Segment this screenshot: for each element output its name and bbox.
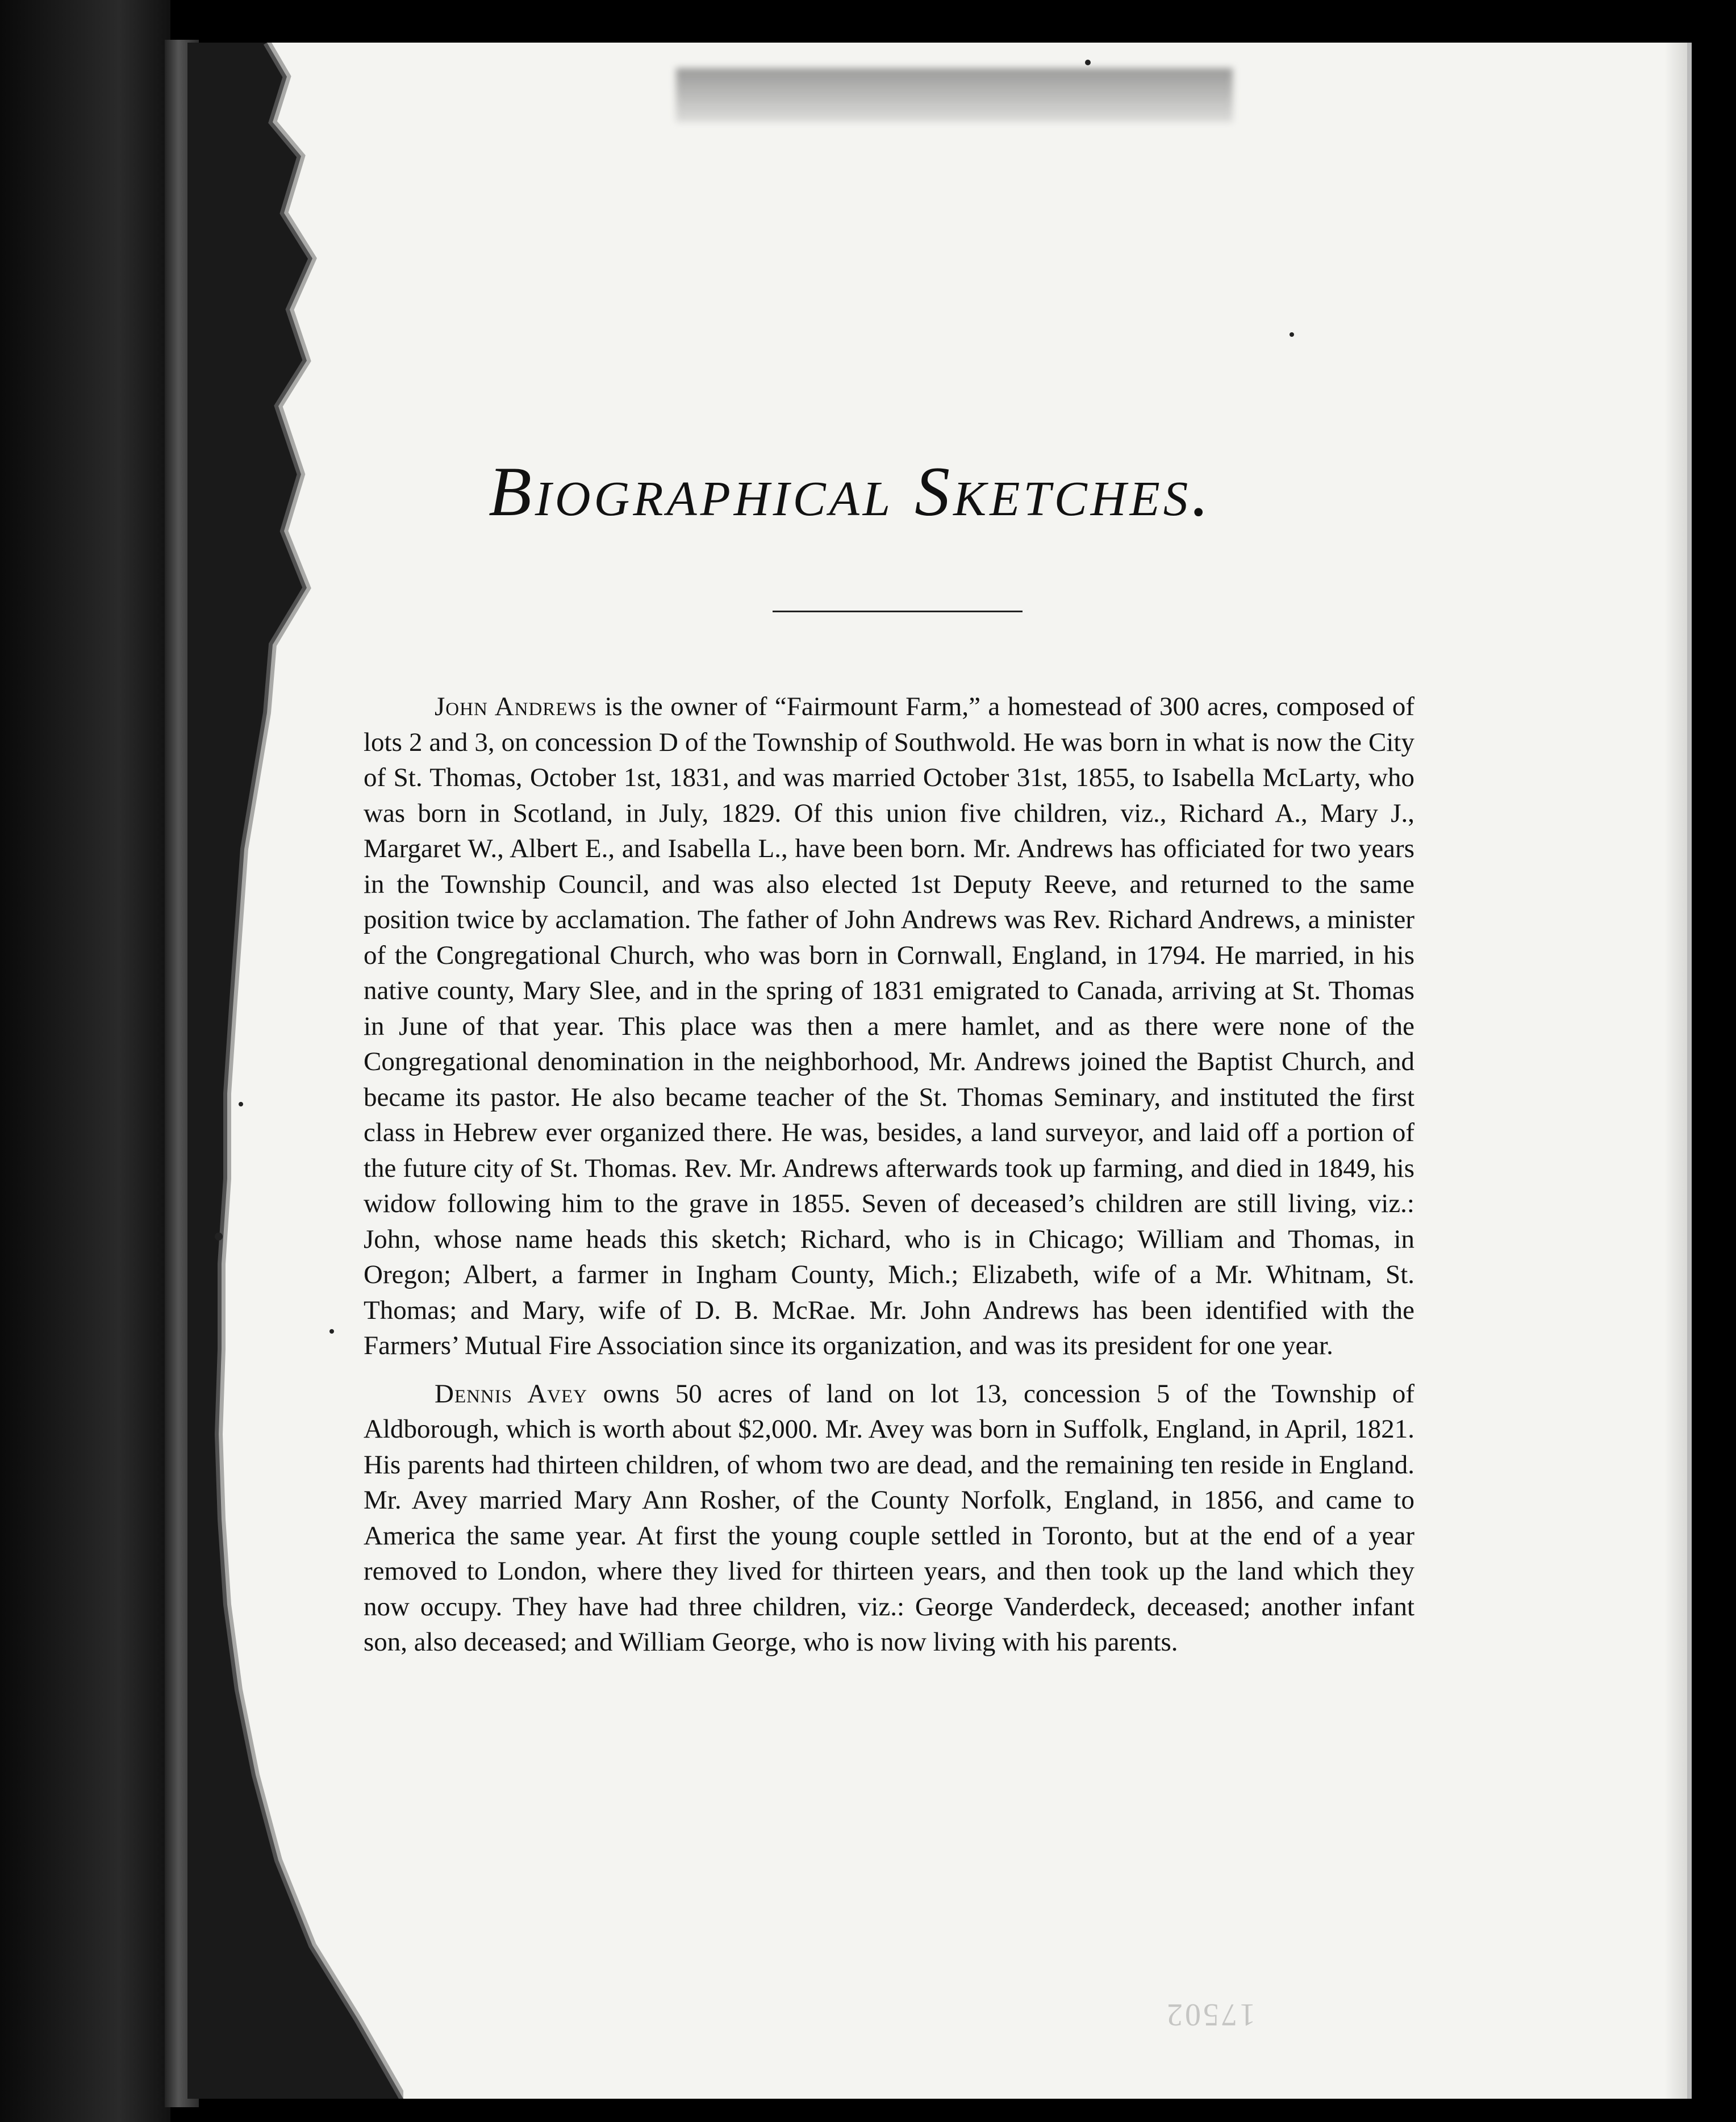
scan-speck: [329, 1329, 334, 1334]
sketch-paragraph: [364, 689, 1414, 1364]
archive-stamp: 17502: [1165, 1997, 1255, 2032]
scan-speck: [215, 1233, 223, 1240]
sketch-text: is the owner of “Fairmount Farm,” a homestead of 300 acres, composed of lots 2 and 3, on concession D of the Township of Southwold. He was born in what is now the City of St. Thomas, October 1st, 1831, and was married October 31st, 1855, to Isabella McLarty, who was born in Scotland, in July, 1829. Of this union five children, viz., Richard A., Mary J., Margaret W., Albert E., and Isabella L., have been born. Mr. Andrews has officiated for two years in the Township Council, and was also elected 1st Deputy Reeve, and returned to the same position twice by acclamation. The father of John Andrews was Rev. Richard Andrews, a minister of the Congregational Church, who was born in Cornwall, England, in 1794. He married, in his native county, Mary Slee, and in the spring of 1831 emigrated to Canada, arriving at St. Thomas in June of that year. This place was then a mere hamlet, and as there were none of the Congregational denomination in the neighborhood, Mr. Andrews joined the Baptist Church, and became its pastor. He also became teacher of the St. Thomas Seminary, and instituted the first class in Hebrew ever organized there. He was, besides, a land surveyor, and laid off a portion of the future city of St. Thomas. Rev. Mr. Andrews afterwards took up farming, and died in 1849, his widow following him to the grave in 1855. Seven of deceased’s children are still living, viz.: John, whose name heads this sketch; Richard, who is in Chicago; William and Thomas, in Oregon; Albert, a farmer in Ingham County, Mich.; Elizabeth, wife of a Mr. Whitnam, St. Thomas; and Mary, wife of D. B. McRae. Mr. John Andrews has been identified with the Farmers’ Mutual Fire Association since its organization, and was its president for one year.: [364, 692, 1414, 1360]
scan-speck: [1290, 332, 1294, 337]
page-right-edge: [1664, 43, 1687, 2099]
scan-speck: [239, 1102, 243, 1106]
sketch-paragraph: [364, 1376, 1414, 1660]
sketch-name: Dennis Avey: [435, 1379, 588, 1409]
sketches-body: [364, 689, 1414, 1673]
sketch-text: owns 50 acres of land on lot 13, concession 5 of the Township of Aldborough, which is worth about $2,000. Mr. Avey was born in Suffolk, England, in April, 1821. His parents had thirteen children, of whom two are dead, and the remaining ten reside in England. Mr. Avey married Mary Ann Rosher, of the County Norfolk, England, in 1856, and came to America the same year. At first the young couple settled in Toronto, but at the end of a year removed to London, where they lived for thirteen years, and then took up the land which they now occupy. They have had three children, viz.: George Vanderdeck, deceased; another infant son, also deceased; and William George, who is now living with his parents.: [364, 1379, 1414, 1657]
title-rule: [773, 611, 1023, 612]
book-binding: [0, 0, 170, 2122]
sketch-name: John Andrews: [435, 692, 597, 721]
scan-speck: [1085, 60, 1091, 65]
page-title: Biographical Sketches.: [489, 453, 1213, 530]
scanned-page: [187, 43, 1692, 2099]
scan-smudge: [676, 68, 1233, 122]
